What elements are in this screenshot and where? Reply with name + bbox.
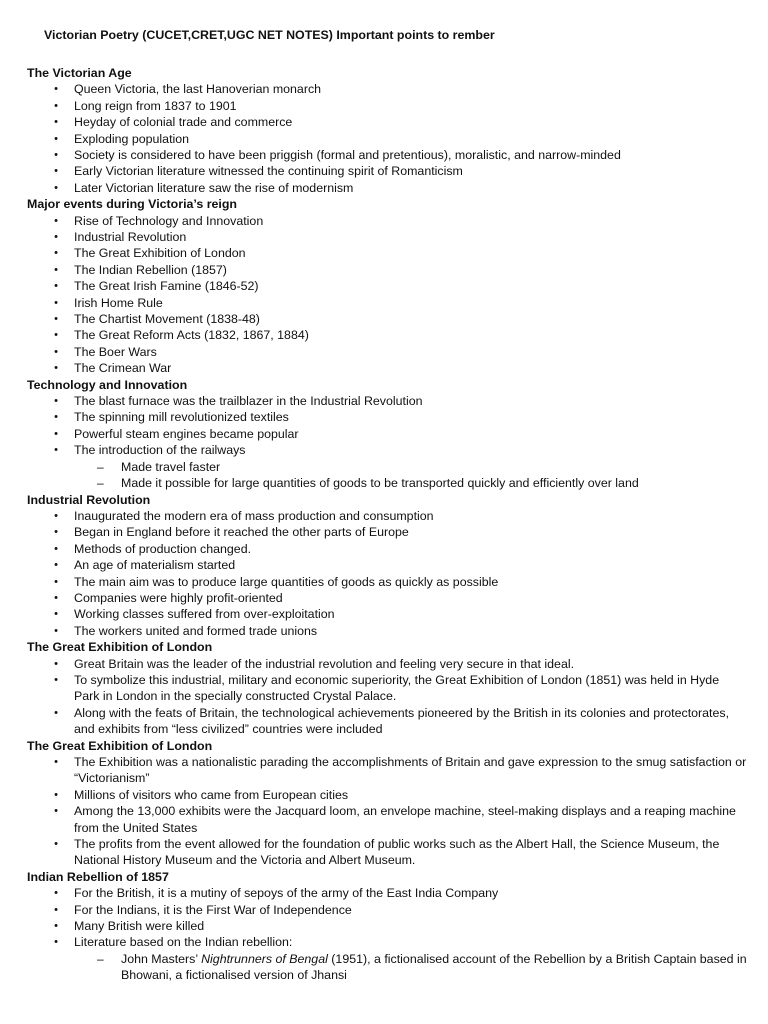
bullet-icon: • — [54, 920, 58, 933]
list-item-text: Society is considered to have been priggish (formal and pretentious), moralistic, and narrow-minded — [74, 148, 621, 163]
list-item-text: The Boer Wars — [74, 344, 157, 359]
list-item — [27, 787, 747, 803]
bullet-icon: • — [54, 788, 58, 801]
list-item-text: Among the 13,000 exhibits were the Jacquard loom, an envelope machine, steel-making displays and a reaping machine from the United States — [74, 804, 736, 835]
list-item — [27, 426, 747, 442]
sub-list-item — [74, 951, 747, 984]
list-item — [27, 245, 747, 261]
list-item-text: Heyday of colonial trade and commerce — [74, 115, 293, 130]
bullet-list — [27, 393, 747, 491]
list-item — [27, 114, 747, 130]
list-item — [27, 918, 747, 934]
sub-list — [74, 459, 747, 492]
dash-icon: – — [97, 476, 104, 491]
list-item-text: The Great Exhibition of London — [74, 246, 246, 261]
list-item-text: Exploding population — [74, 131, 190, 146]
sub-item-text: Made travel faster — [121, 459, 221, 474]
bullet-icon: • — [54, 231, 58, 244]
list-item-text: Great Britain was the leader of the industrial revolution and feeling very secure in that ideal. — [74, 656, 575, 671]
bullet-icon: • — [54, 149, 58, 162]
list-item — [27, 262, 747, 278]
list-item-text: Millions of visitors who came from European cities — [74, 787, 349, 802]
section-heading: Technology and Innovation — [27, 377, 188, 392]
bullet-icon: • — [54, 214, 58, 227]
bullet-icon: • — [54, 362, 58, 375]
bullet-icon: • — [54, 313, 58, 326]
list-item-text: Later Victorian literature saw the rise of modernism — [74, 180, 354, 195]
list-item — [27, 409, 747, 425]
bullet-list — [27, 885, 747, 983]
list-item-text: The Crimean War — [74, 361, 172, 376]
list-item — [27, 98, 747, 114]
bullet-list — [27, 508, 747, 639]
list-item — [27, 803, 747, 836]
list-item-text: Early Victorian literature witnessed the continuing spirit of Romanticism — [74, 164, 463, 179]
list-item-text: The main aim was to produce large quantities of goods as quickly as possible — [74, 574, 499, 589]
bullet-list — [27, 754, 747, 869]
section-heading: The Victorian Age — [27, 66, 132, 80]
bullet-icon: • — [54, 116, 58, 129]
bullet-icon: • — [54, 608, 58, 621]
bullet-icon: • — [54, 542, 58, 555]
list-item — [27, 344, 747, 360]
list-item-text: The spinning mill revolutionized textiles — [74, 410, 289, 425]
list-item — [27, 934, 747, 983]
bullet-icon: • — [54, 936, 58, 949]
list-item — [27, 885, 747, 901]
bullet-icon: • — [54, 887, 58, 900]
bullet-icon: • — [54, 181, 58, 194]
list-item-text: Irish Home Rule — [74, 295, 163, 310]
list-item — [27, 541, 747, 557]
section-heading: Major events during Victoria’s reign — [27, 197, 238, 212]
list-item — [27, 278, 747, 294]
bullet-icon: • — [54, 329, 58, 342]
bullet-icon: • — [54, 395, 58, 408]
bullet-list — [27, 81, 747, 196]
list-item — [27, 902, 747, 918]
bullet-icon: • — [54, 165, 58, 178]
list-item — [27, 180, 747, 196]
list-item — [27, 131, 747, 147]
bullet-icon: • — [54, 591, 58, 604]
list-item — [27, 623, 747, 639]
list-item-text: The workers united and formed trade unions — [74, 623, 318, 638]
dash-icon: – — [97, 459, 104, 474]
bullet-icon: • — [54, 83, 58, 96]
list-item — [27, 360, 747, 376]
list-item-text: Methods of production changed. — [74, 541, 252, 556]
bullet-icon: • — [54, 903, 58, 916]
sub-list-item — [74, 459, 747, 475]
bullet-icon: • — [54, 296, 58, 309]
list-item-text: The introduction of the railways — [74, 443, 246, 458]
list-item-text: Powerful steam engines became popular — [74, 426, 299, 441]
list-item-text: An age of materialism started — [74, 558, 236, 573]
list-item — [27, 295, 747, 311]
list-item — [27, 229, 747, 245]
list-item — [27, 213, 747, 229]
list-item-text: The Indian Rebellion (1857) — [74, 262, 227, 277]
list-item — [27, 163, 747, 179]
list-item — [27, 672, 747, 705]
list-item-text: Inaugurated the modern era of mass production and consumption — [74, 508, 434, 523]
list-item — [27, 656, 747, 672]
list-item-text: Literature based on the Indian rebellion: — [74, 935, 293, 950]
document-body — [27, 65, 747, 984]
bullet-icon: • — [54, 657, 58, 670]
bullet-icon: • — [54, 575, 58, 588]
list-item — [27, 81, 747, 97]
bullet-icon: • — [54, 345, 58, 358]
bullet-icon: • — [54, 509, 58, 522]
bullet-icon: • — [54, 805, 58, 818]
list-item-text: Rise of Technology and Innovation — [74, 213, 264, 228]
bullet-list — [27, 213, 747, 377]
list-item-text: The Great Reform Acts (1832, 1867, 1884) — [74, 328, 309, 343]
sub-item-text: (1951), a fictionalised account of the Rebellion by a British Captain based in Bhowani, a fictionalised version of Jhansi — [121, 951, 747, 983]
list-item — [27, 836, 747, 869]
bullet-icon: • — [54, 427, 58, 440]
list-item — [27, 508, 747, 524]
list-item — [27, 590, 747, 606]
bullet-list — [27, 656, 747, 738]
bullet-icon: • — [54, 559, 58, 572]
list-item-text: Began in England before it reached the other parts of Europe — [74, 525, 409, 540]
list-item-text: The profits from the event allowed for the foundation of public works such as the Albert Hall, the Science Museum, the National History Museum and the Victoria and Albert Museum. — [74, 837, 720, 868]
list-item-text: For the Indians, it is the First War of Independence — [74, 902, 352, 917]
list-item — [27, 754, 747, 787]
sub-list-item — [74, 475, 747, 491]
list-item-text: Companies were highly profit-oriented — [74, 590, 283, 605]
list-item-text: Industrial Revolution — [74, 230, 187, 245]
list-item-text: Many British were killed — [74, 919, 205, 934]
list-item — [27, 574, 747, 590]
section-heading: The Great Exhibition of London — [27, 738, 213, 753]
list-item — [27, 524, 747, 540]
bullet-icon: • — [54, 624, 58, 637]
bullet-icon: • — [54, 99, 58, 112]
list-item-text: The Exhibition was a nationalistic parading the accomplishments of Britain and gave expression to the smug satisfaction or “Victorianism” — [74, 754, 747, 786]
bullet-icon: • — [54, 706, 58, 719]
bullet-icon: • — [54, 280, 58, 293]
list-item-text: The Great Irish Famine (1846-52) — [74, 279, 259, 294]
section-heading: Industrial Revolution — [27, 492, 151, 507]
list-item — [27, 311, 747, 327]
list-item — [27, 606, 747, 622]
list-item — [27, 705, 747, 738]
list-item-text: The blast furnace was the trailblazer in the Industrial Revolution — [74, 394, 423, 409]
list-item-text: Working classes suffered from over-exploitation — [74, 607, 335, 622]
list-item — [27, 442, 747, 491]
list-item — [27, 557, 747, 573]
list-item — [27, 327, 747, 343]
bullet-icon: • — [54, 673, 58, 686]
sub-item-text: Made it possible for large quantities of goods to be transported quickly and efficiently over land — [121, 476, 639, 491]
bullet-icon: • — [54, 247, 58, 260]
list-item-text: The Chartist Movement (1838-48) — [74, 312, 260, 327]
sub-item-text-prefix: John Masters’ — [121, 951, 202, 966]
list-item-text: For the British, it is a mutiny of sepoys of the army of the East India Company — [74, 886, 499, 901]
section-heading: Indian Rebellion of 1857 — [27, 869, 169, 884]
bullet-icon: • — [54, 263, 58, 276]
list-item — [27, 393, 747, 409]
list-item-text: To symbolize this industrial, military and economic superiority, the Great Exhibition of London (1851) was held in Hyde Park in London in the specially constructed Crystal Palace. — [74, 672, 720, 704]
bullet-icon: • — [54, 132, 58, 145]
list-item-text: Along with the feats of Britain, the technological achievements pioneered by the British in its colonies and protectorates, and exhibits from “less civilized” countries were included — [74, 705, 730, 737]
bullet-icon: • — [54, 755, 58, 768]
sub-list — [74, 951, 747, 984]
bullet-icon: • — [54, 444, 58, 457]
bullet-icon: • — [54, 838, 58, 850]
bullet-icon: • — [54, 526, 58, 539]
bullet-icon: • — [54, 411, 58, 424]
book-title: Nightrunners of Bengal — [201, 951, 328, 966]
dash-icon: – — [97, 951, 104, 966]
list-item-text: Long reign from 1837 to 1901 — [74, 98, 237, 113]
document-title: Victorian Poetry (CUCET,CRET,UGC NET NOTES) Important points to rember — [44, 28, 495, 42]
list-item-text: Queen Victoria, the last Hanoverian monarch — [74, 82, 322, 97]
list-item — [27, 147, 747, 163]
section-heading: The Great Exhibition of London — [27, 640, 213, 655]
